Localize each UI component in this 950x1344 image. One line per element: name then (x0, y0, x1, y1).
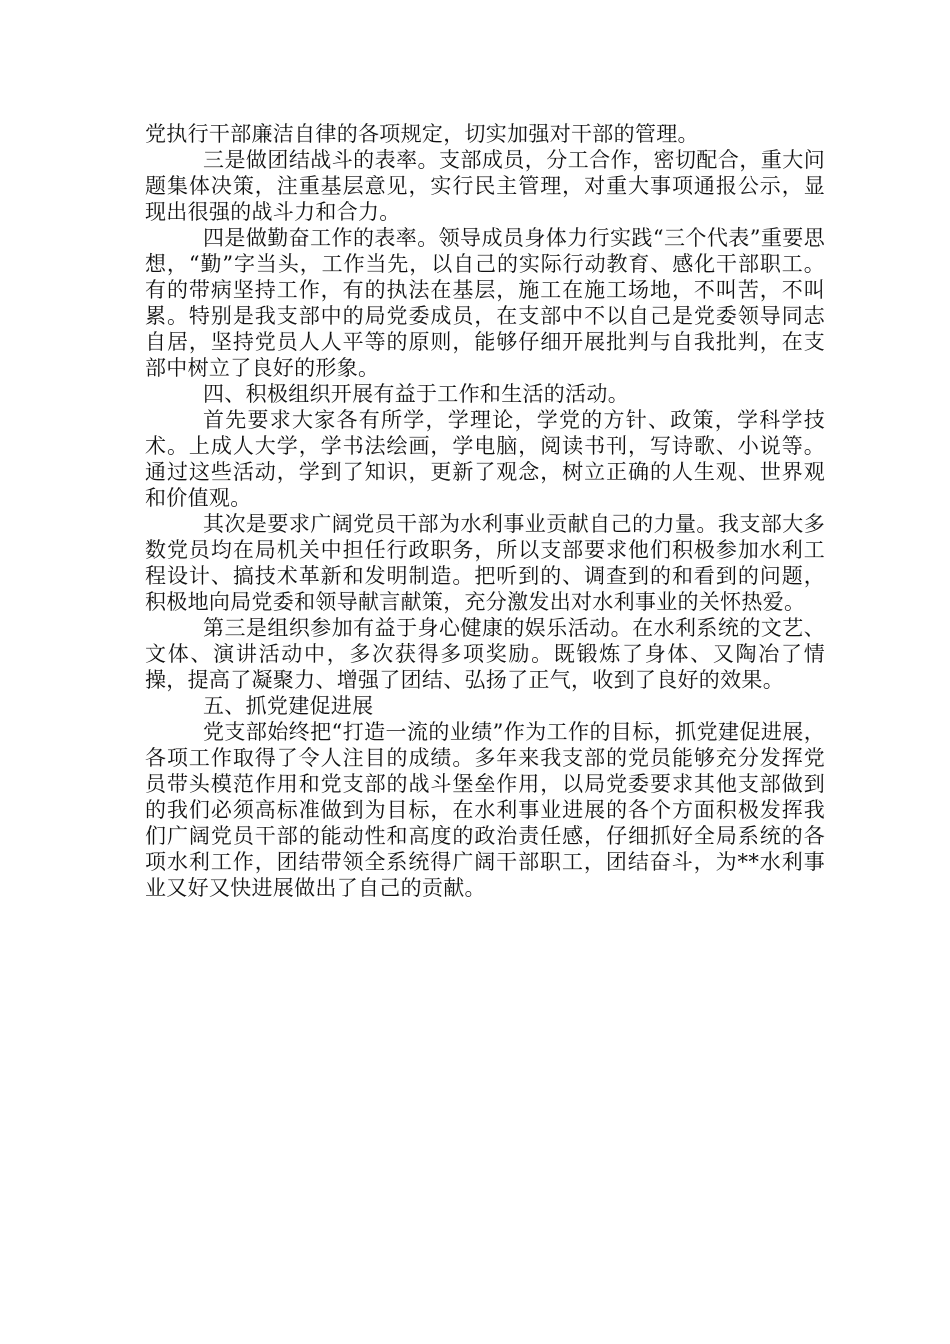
paragraph-3: 四是做勤奋工作的表率。领导成员身体力行实践“三个代表”重要思想，“勤”字当头，工作当先，以自己的实际行动教育、感化干部职工。有的带病坚持工作，有的执法在基层，施工在施工场地，不叫苦，不叫累。特别是我支部中的局党委成员，在支部中不以自己是党委领导同志自居，坚持党员人人平等的原则，能够仔细开展批判与自我批判，在支部中树立了良好的形象。 (145, 226, 825, 380)
section-heading-5: 五、抓党建促进展 (203, 694, 374, 718)
paragraph-7: 第三是组织参加有益于身心健康的娱乐活动。在水利系统的文艺、文体、演讲活动中，多次获得多项奖励。既锻炼了身体、又陶冶了情操，提高了凝聚力、增强了团结、弘扬了正气，收到了良好的效果。 (145, 616, 825, 692)
paragraph-9: 党支部始终把“打造一流的业绩”作为工作的目标，抓党建促进展，各项工作取得了令人注目的成绩。多年来我支部的党员能够充分发挥党员带头模范作用和党支部的战斗堡垒作用，以局党委要求其他支部做到的我们必须高标准做到为目标，在水利事业进展的各个方面积极发挥我们广阔党员干部的能动性和高度的政治责任感，仔细抓好全局系统的各项水利工作，团结带领全系统得广阔干部职工，团结奋斗，为**水利事业又好又快进展做出了自己的贡献。 (145, 720, 825, 900)
paragraph-1: 党执行干部廉洁自律的各项规定，切实加强对干部的管理。 (145, 122, 699, 146)
paragraph-6: 其次是要求广阔党员干部为水利事业贡献自己的力量。我支部大多数党员均在局机关中担任行政职务，所以支部要求他们积极参加水利工程设计、搞技术革新和发明制造。把听到的、调查到的和看到的问题，积极地向局党委和领导献言献策，充分激发出对水利事业的关怀热爱。 (145, 512, 825, 614)
body-text (145, 121, 825, 901)
paragraph-5: 首先要求大家各有所学，学理论，学党的方针、政策，学科学技术。上成人大学，学书法绘画，学电脑，阅读书刊，写诗歌、小说等。通过这些活动，学到了知识，更新了观念，树立正确的人生观、世界观和价值观。 (145, 408, 825, 510)
paragraph-2: 三是做团结战斗的表率。支部成员，分工合作，密切配合，重大问题集体决策，注重基层意见，实行民主管理，对重大事项通报公示，显现出很强的战斗力和合力。 (145, 148, 825, 224)
section-heading-4: 四、积极组织开展有益于工作和生活的活动。 (203, 382, 629, 406)
